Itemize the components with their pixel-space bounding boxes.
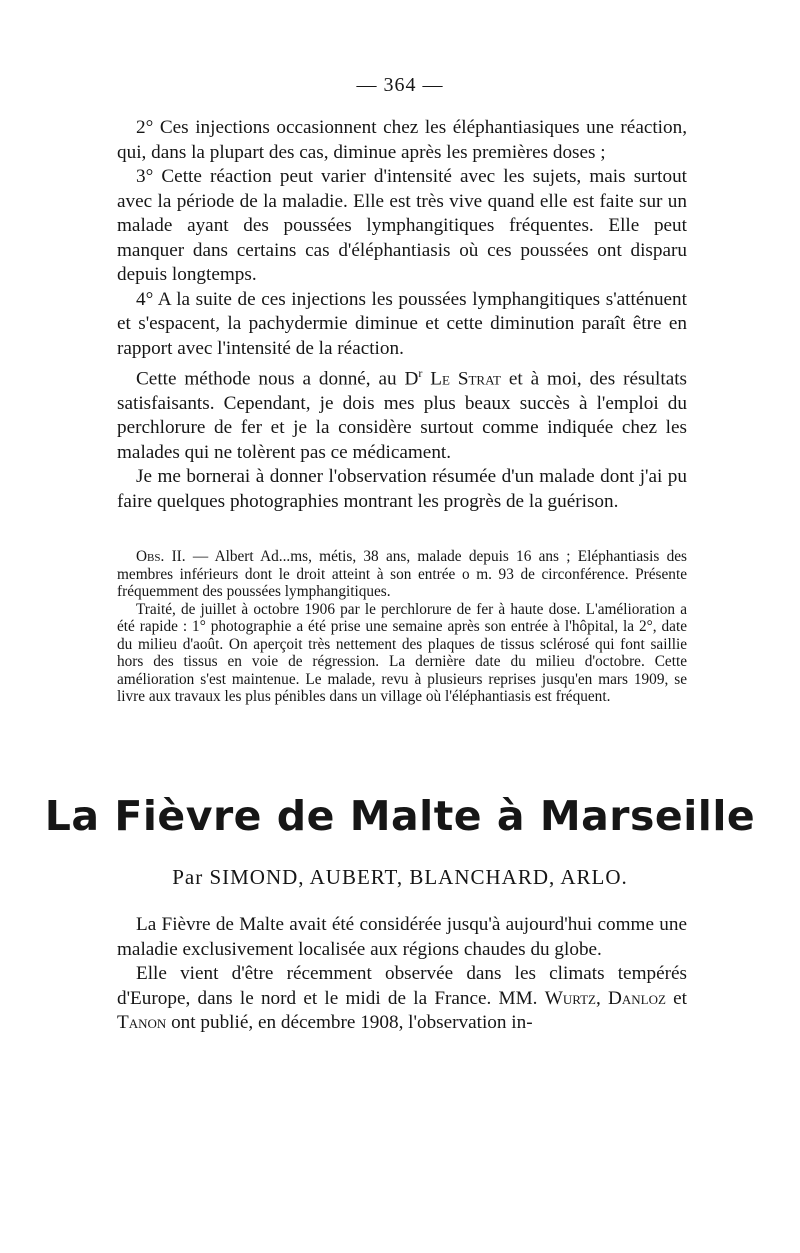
page-number: — 364 — [356, 74, 444, 96]
method-superscript: r [418, 366, 423, 380]
observation-followup: Traité, de juillet à octobre 1906 par le perchlorure de fer à haute dose. L'amélioration a été rapide : 1° photographie a été prise une semaine après son entrée à l'hôpital, la 2°, date du milieu d'août. On aperçoit très nettement des plaques de tissus sclérosé qui font saillie hors des tissus en voie de régression. La dernière date du milieu d'octobre. Cette amélioration s'est maintenue. Le malade, revu à plusieurs reprises jusqu'en mars 1909, se livre aux travaux les plus pénibles dans un village où l'éléphantiasis est fréquent. [117, 600, 687, 705]
article-para2-end: ont publié, en décembre 1908, l'observation in- [166, 1012, 533, 1033]
author-danloz: Danloz [608, 987, 666, 1009]
observation-header [117, 548, 687, 601]
separator-2: et [665, 987, 687, 1009]
article-paragraph-1: La Fièvre de Malte avait été considérée jusqu'à aujourd'hui comme une maladie exclusivement localisée aux régions chaudes du globe. [117, 914, 687, 960]
observation-text: II. — Albert Ad...ms, métis, 38 ans, malade depuis 16 ans ; Eléphantiasis des membres inférieurs dont le droit atteint à son entrée o m. 93 de circonférence. Présente fréquemment des poussées lymphangitiques. [117, 548, 687, 600]
method-name: Le Strat [430, 368, 501, 390]
method-text-after: et à moi, des résultats satisfaisants. Cependant, je dois mes plus beaux succès à l'emploi du perchlorure de fer et je la considère surtout comme indiquée chez les malades qui ne tolèrent pas ce médicament. [117, 368, 688, 463]
body-text-lower [117, 913, 687, 1036]
observation-label: Obs. [136, 548, 165, 565]
author-wurtz: Wurtz [544, 987, 596, 1009]
body-text-upper [117, 116, 687, 514]
article-byline: Par SIMOND, AUBERT, BLANCHARD, ARLO. [172, 865, 628, 889]
separator-1: , [595, 987, 609, 1009]
paragraph-3: 3° Cette réaction peut varier d'intensité avec les sujets, mais surtout avec la période de la maladie. Elle est très vive quand elle est faite sur un malade ayant des poussées lymphangitiques fréquentes. Elle peut manquer dans certains cas d'éléphantiasis où ces poussées ont disparu depuis longtemps. [117, 166, 687, 285]
paragraph-4: 4° A la suite de ces injections les poussées lymphangitiques s'atténuent et s'espacent, la pachydermie diminue et cette diminution paraît être en rapport avec l'intensité de la réaction. [117, 288, 687, 359]
paragraph-observation-intro: Je me bornerai à donner l'observation résumée d'un malade dont j'ai pu faire quelques photographies montrant les progrès de la guérison. [117, 466, 687, 512]
author-tanon: Tanon [117, 1012, 167, 1033]
paragraph-method [117, 361, 687, 465]
article-para2-start: Elle vient d'être récemment observée dans les climats tempérés d'Europe, dans le nord et le midi de la France. MM. [117, 963, 687, 1009]
article-title: La Fièvre de Malte à Marseille [44, 792, 756, 840]
observation-note [117, 548, 687, 706]
method-text-before: Cette méthode nous a donné, au D [136, 368, 419, 390]
paragraph-2: 2° Ces injections occasionnent chez les éléphantiasiques une réaction, qui, dans la plupart des cas, diminue après les premières doses ; [117, 117, 687, 163]
article-paragraph-2 [117, 962, 687, 1036]
